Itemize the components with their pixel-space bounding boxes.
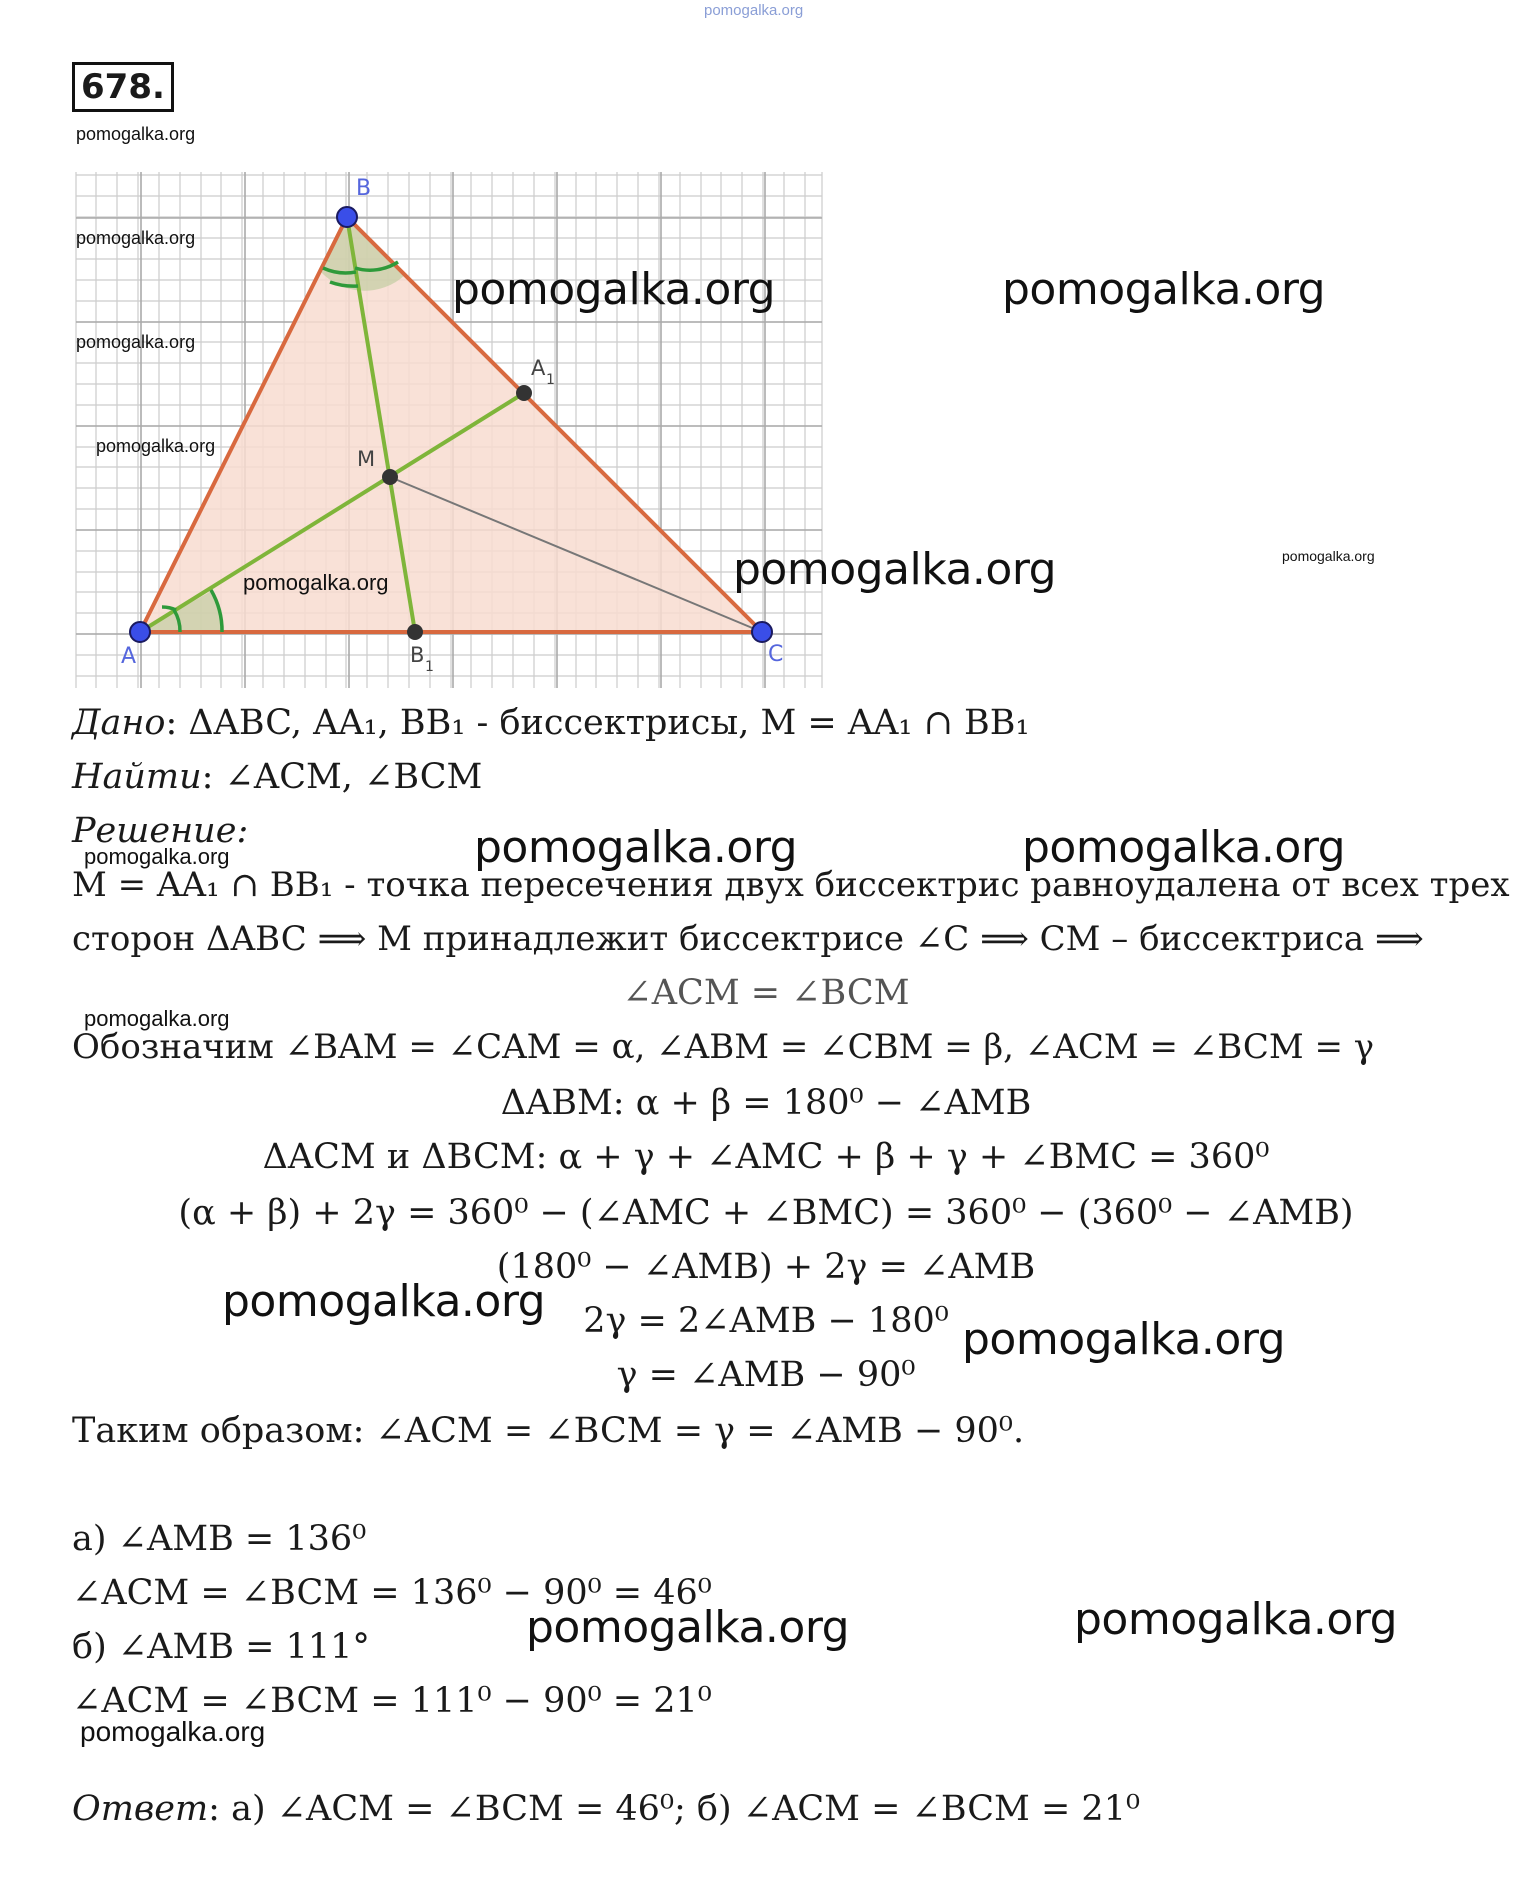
answer-label: Ответ	[72, 1789, 209, 1829]
solution-line-5: ΔABM: α + β = 180⁰ − ∠AMB	[500, 1083, 1032, 1123]
find-text: : ∠ACM, ∠BCM	[201, 757, 483, 797]
point-m	[382, 469, 398, 485]
solution-label: Решение:	[72, 811, 249, 851]
solution-line-6: ΔACM и ΔBCM: α + γ + ∠AMC + β + γ + ∠BMC = 360⁰	[262, 1137, 1270, 1177]
watermark: pomogalka.org	[1282, 548, 1375, 564]
watermark: pomogalka.org	[243, 570, 389, 595]
point-b	[337, 207, 357, 227]
watermark: pomogalka.org	[1376, 1880, 1469, 1896]
watermark: pomogalka.org	[96, 436, 216, 456]
find-line	[72, 754, 482, 800]
part-a-result: ∠ACM = ∠BCM = 136⁰ − 90⁰ = 46⁰	[72, 1573, 712, 1613]
watermark: pomogalka.org	[80, 1716, 266, 1747]
watermark: pomogalka.org	[962, 1314, 1286, 1365]
label-m: M	[357, 447, 376, 471]
label-a1: A	[531, 356, 546, 380]
solution-line-4: Обозначим ∠BAM = ∠CAM = α, ∠ABM = ∠CBM = β, ∠ACM = ∠BCM = γ	[72, 1027, 1375, 1067]
find-label: Найти	[72, 757, 202, 797]
label-a: A	[121, 644, 137, 669]
point-a	[130, 622, 150, 642]
watermark: pomogalka.org	[1074, 1594, 1398, 1645]
label-b1-sub: 1	[425, 659, 434, 675]
watermark: pomogalka.org	[76, 228, 196, 248]
given-line	[72, 700, 1030, 746]
point-a1	[516, 385, 532, 401]
problem-number: 678.	[72, 62, 174, 112]
watermark: pomogalka.org	[84, 844, 230, 869]
watermark: pomogalka.org	[1022, 822, 1346, 873]
label-a1-sub: 1	[546, 372, 555, 388]
part-b-line: б) ∠AMB = 111°	[72, 1627, 370, 1667]
watermark: pomogalka.org	[452, 264, 776, 315]
watermark: pomogalka.org	[222, 1276, 546, 1327]
solution-line-3: ∠ACM = ∠BCM	[622, 973, 910, 1013]
watermark: pomogalka.org	[84, 1006, 230, 1031]
solution-line-10: γ = ∠AMB − 90⁰	[616, 1355, 916, 1395]
solution-line-8: (180⁰ − ∠AMB) + 2γ = ∠AMB	[496, 1247, 1036, 1287]
point-b1	[407, 624, 423, 640]
watermark-top: pomogalka.org	[704, 2, 804, 19]
answer-line	[72, 1786, 1140, 1832]
solution-line-9: 2γ = 2∠AMB − 180⁰	[583, 1301, 949, 1341]
solution-line-11: Таким образом: ∠ACM = ∠BCM = γ = ∠AMB − 90⁰.	[72, 1411, 1025, 1451]
label-b: B	[356, 176, 372, 201]
watermark: pomogalka.org	[76, 124, 196, 144]
watermark: pomogalka.org	[733, 544, 1057, 595]
solution-line-1: M = AA₁ ∩ BB₁ - точка пересечения двух биссектрис равноудалена от всех трех	[72, 865, 1510, 905]
watermark: pomogalka.org	[76, 332, 196, 352]
label-b1: B	[410, 643, 425, 667]
answer-text: : а) ∠ACM = ∠BCM = 46⁰; б) ∠ACM = ∠BCM = 21⁰	[208, 1789, 1140, 1829]
part-b-result: ∠ACM = ∠BCM = 111⁰ − 90⁰ = 21⁰	[72, 1681, 712, 1721]
solution-line-2: сторон ΔABC ⟹ M принадлежит биссектрисе ∠C ⟹ CM – биссектриса ⟹	[72, 919, 1424, 959]
angle-fill-b	[320, 217, 405, 291]
watermark: pomogalka.org	[474, 822, 798, 873]
solution-line-7: (α + β) + 2γ = 360⁰ − (∠AMC + ∠BMC) = 360⁰ − (360⁰ − ∠AMB)	[178, 1193, 1354, 1233]
part-a-line: а) ∠AMB = 136⁰	[72, 1519, 367, 1559]
given-label: Дано	[72, 703, 166, 743]
given-text: : ΔABC, AA₁, BB₁ - биссектрисы, M = AA₁ ∩ BB₁	[165, 703, 1030, 743]
watermark: pomogalka.org	[1002, 264, 1326, 315]
watermark: pomogalka.org	[526, 1602, 850, 1653]
point-c	[752, 622, 772, 642]
label-c: C	[768, 642, 784, 667]
